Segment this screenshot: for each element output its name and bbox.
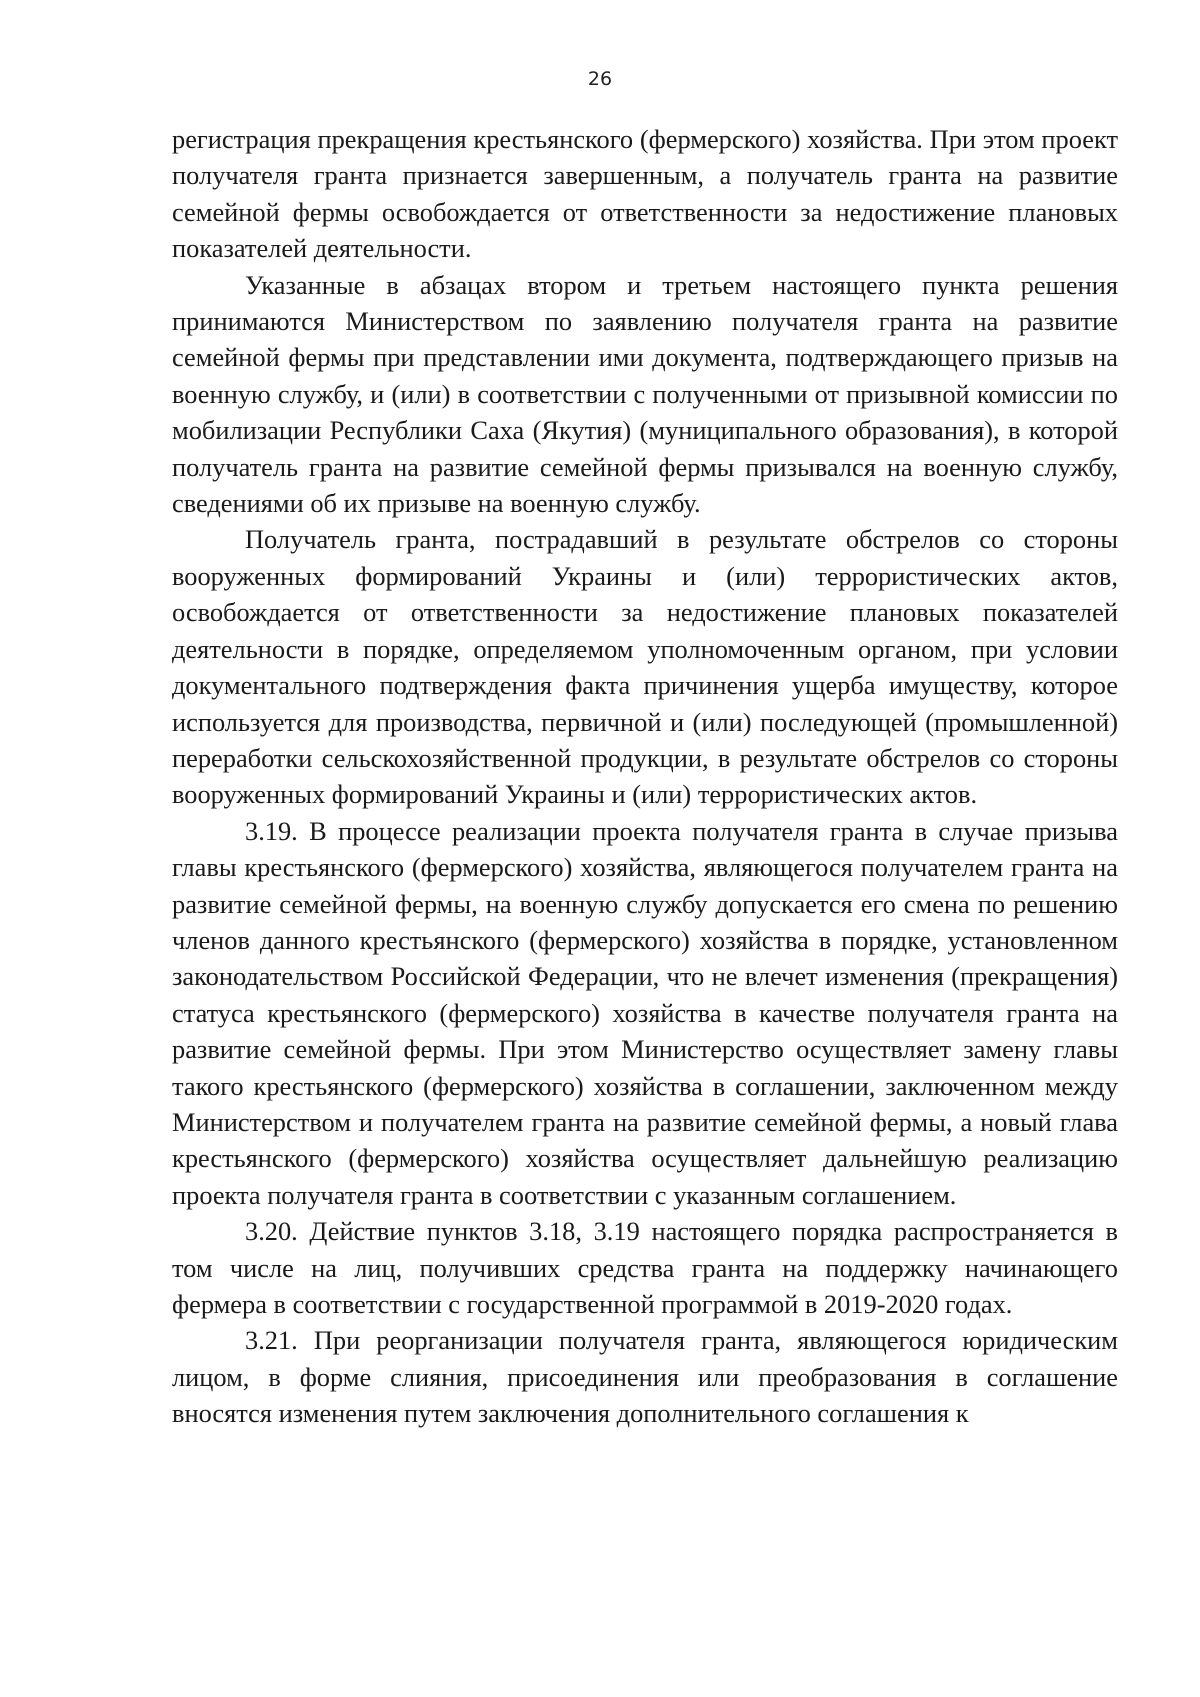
document-body [172,121,1118,1432]
paragraph-shelling-exemption: Получатель гранта, пострадавший в результате обстрелов со стороны вооруженных формирований Украины и (или) террористических актов, освобождается от ответственности за недостижение плановых показателей деятельности в порядке, определяемом уполномоченным органом, при условии документального подтверждения факта причинения ущерба имуществу, которое используется для производства, первичной и (или) последующей (промышленной) переработки сельскохозяйственной продукции, в результате обстрелов со стороны вооруженных формирований Украины и (или) террористических актов. [172,524,1118,810]
paragraph-clause-3-19: 3.19. В процессе реализации проекта получателя гранта в случае призыва главы крестьянского (фермерского) хозяйства, являющегося получателем гранта на развитие семейной фермы, на военную службу допускается его смена по решению членов данного крестьянского (фермерского) хозяйства в порядке, установленном законодательством Российской Федерации, что не влечет изменения (прекращения) статуса крестьянского (фермерского) хозяйства в качестве получателя гранта на развитие семейной фермы. При этом Министерство осуществляет замену главы такого крестьянского (фермерского) хозяйства в соглашении, заключенном между Министерством и получателем гранта на развитие семейной фермы, а новый глава крестьянского (фермерского) хозяйства осуществляет дальнейшую реализацию проекта получателя гранта в соответствии с указанным соглашением. [172,815,1118,1210]
paragraph-decisions: Указанные в абзацах втором и третьем настоящего пункта решения принимаются Министерством по заявлению получателя гранта на развитие семейной фермы при представлении ими документа, подтверждающего призыв на военную службу, и (или) в соответствии с полученными от призывной комиссии по мобилизации Республики Саха (Якутия) (муниципального образования), в которой получатель гранта на развитие семейной фермы призывался на военную службу, сведениями об их призыве на военную службу. [172,269,1118,519]
paragraph-clause-3-21: 3.21. При реорганизации получателя гранта, являющегося юридическим лицом, в форме слияния, присоединения или преобразования в соглашение вносятся изменения путем заключения дополнительного соглашения к [172,1325,1118,1429]
paragraph-continuation: регистрация прекращения крестьянского (фермерского) хозяйства. При этом проект получателя гранта признается завершенным, а получатель гранта на развитие семейной фермы освобождается от ответственности за недостижение плановых показателей деятельности. [172,124,1118,264]
page-number: 26 [587,68,613,90]
paragraph-clause-3-20: 3.20. Действие пунктов 3.18, 3.19 настоящего порядка распространяется в том числе на лиц, получивших средства гранта на поддержку начинающего фермера в соответствии с государственной программой в 2019-2020 годах. [172,1216,1118,1319]
